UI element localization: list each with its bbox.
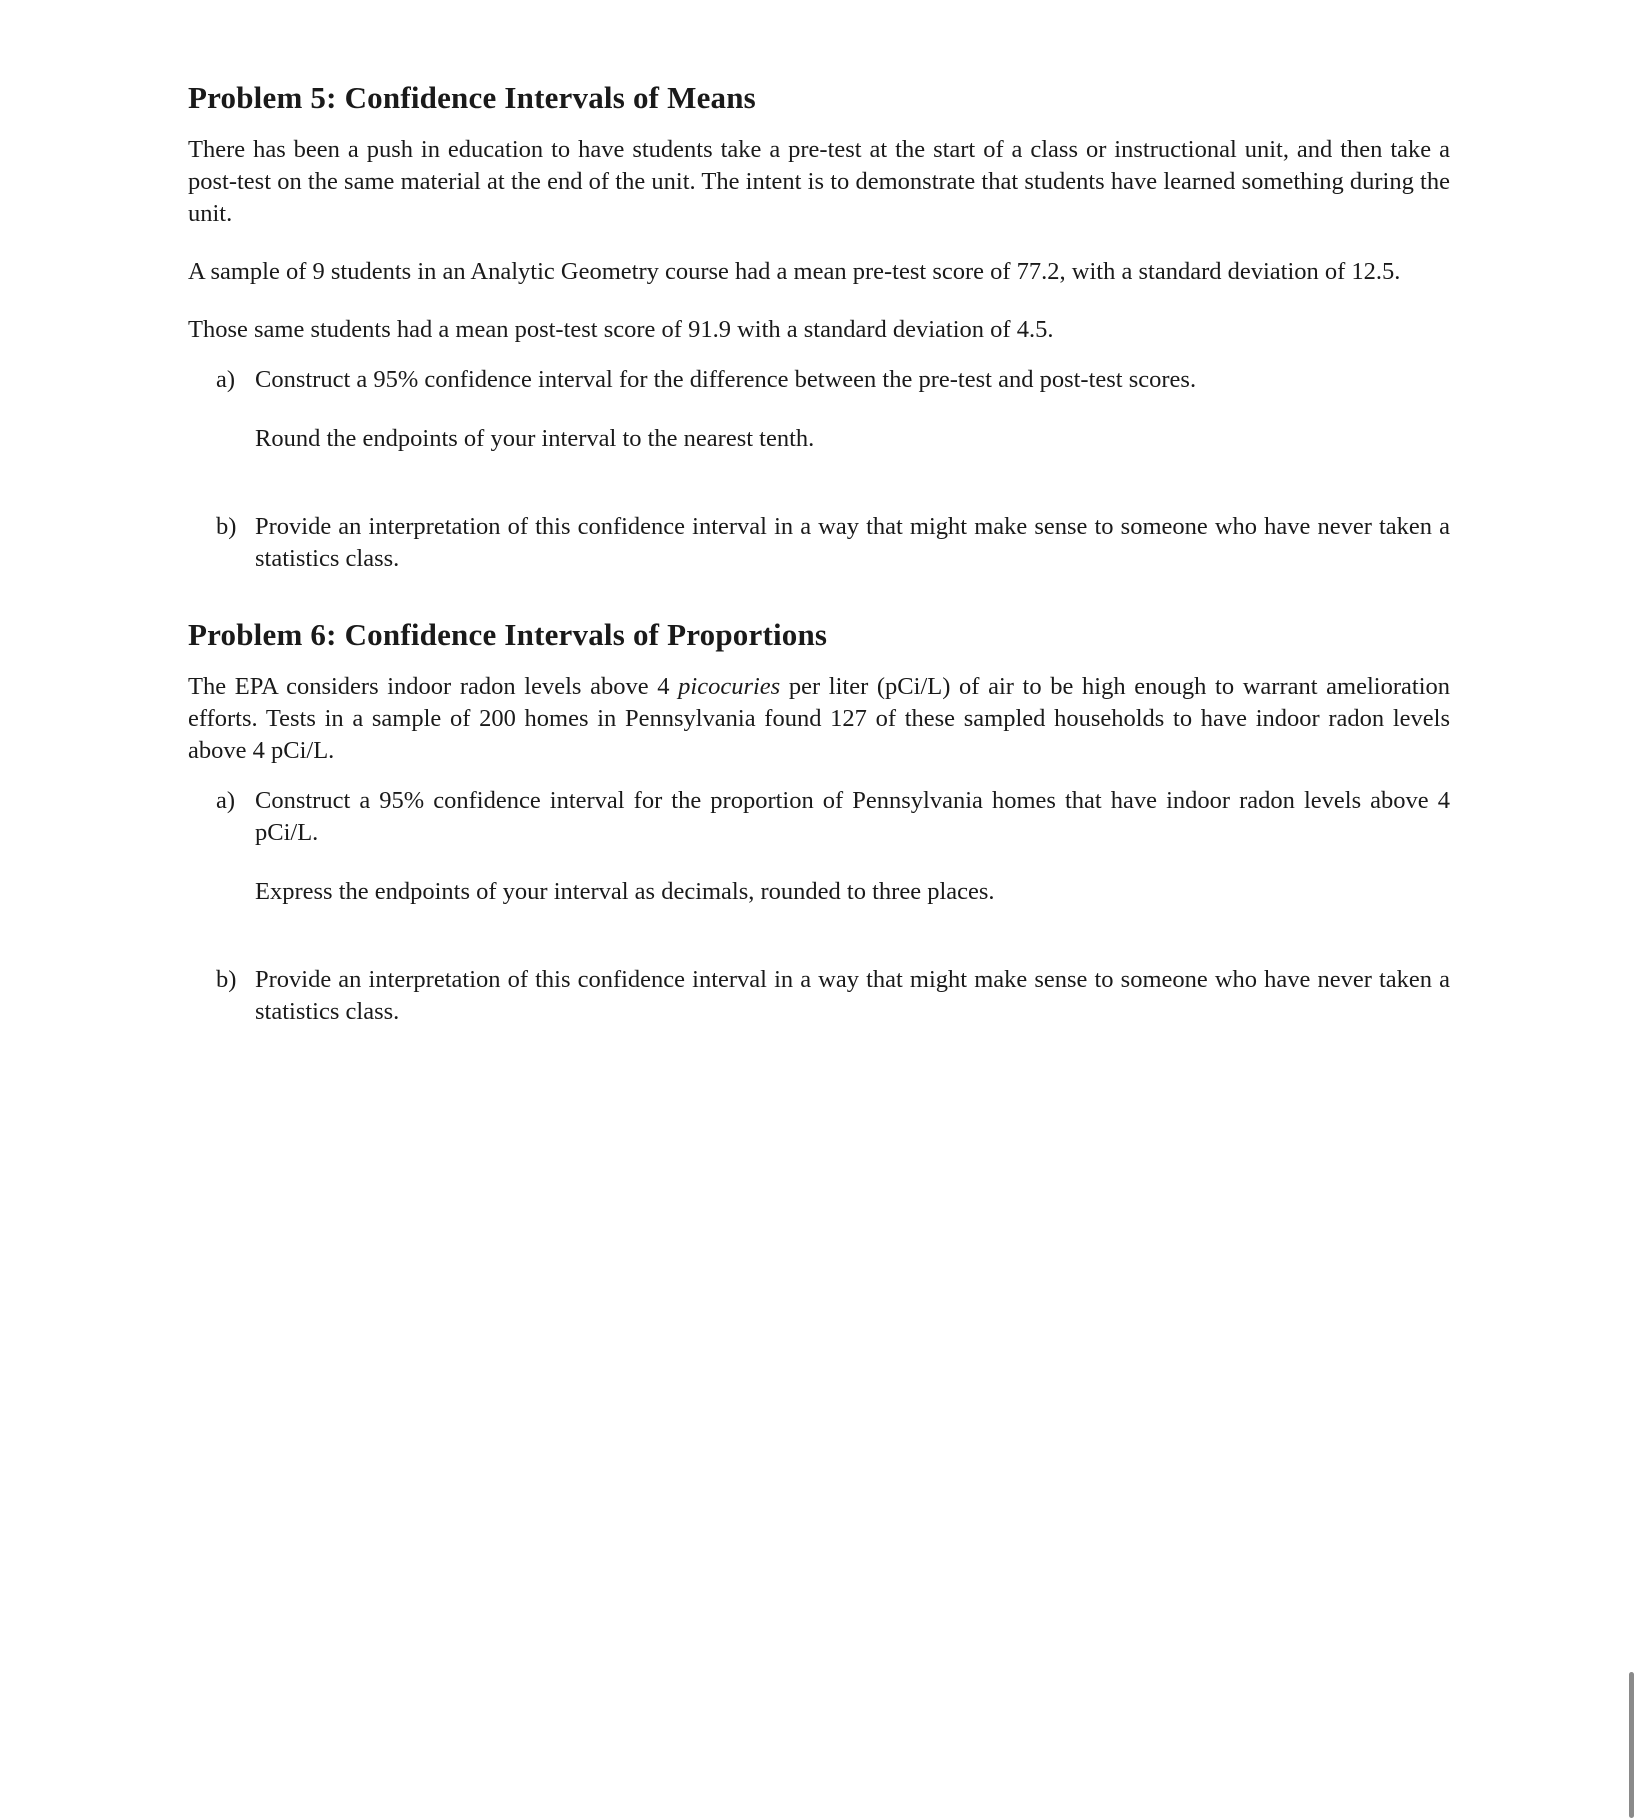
part-a-note: Round the endpoints of your interval to the nearest tenth.	[255, 425, 815, 452]
part-a-label: a)	[216, 366, 236, 393]
problem-6-title: Problem 6: Confidence Intervals of Proportions	[188, 617, 828, 652]
part-a-text: Construct a 95% confidence interval for the proportion of Pennsylvania homes that have indoor radon levels above 4 pCi/L.	[255, 787, 1450, 846]
problem-6-intro-start: The EPA considers indoor radon levels above 4	[188, 673, 679, 700]
problem-6-section	[188, 615, 1450, 1028]
part-a-note: Express the endpoints of your interval as decimals, rounded to three places.	[255, 878, 995, 905]
problem-5-intro: There has been a push in education to have students take a pre-test at the start of a class or instructional unit, and then take a post-test on the same material at the end of the unit. The intent is to demonstrate that students have learned something during the unit.	[188, 136, 1450, 227]
part-b-label: b)	[216, 513, 237, 540]
problem-5-title: Problem 5: Confidence Intervals of Means	[188, 80, 756, 115]
document-page	[188, 78, 1450, 1068]
problem-5-part-a	[188, 364, 1450, 455]
problem-6-part-b	[188, 964, 1450, 1028]
problem-5-part-b	[188, 511, 1450, 575]
problem-5-posttest-data: Those same students had a mean post-test score of 91.9 with a standard deviation of 4.5.	[188, 316, 1054, 343]
part-b-label: b)	[216, 966, 237, 993]
picocuries-term: picocuries	[678, 673, 781, 700]
problem-5-section	[188, 78, 1450, 575]
problem-6-intro-end: per liter (pCi/L) of air to be high enough to warrant amelioration efforts. Tests in a sample of 200 homes in Pennsylvania found 127 of these sampled households to have indoor radon levels above 4 pCi/L.	[188, 673, 1450, 764]
problem-6-part-a	[188, 785, 1450, 908]
problem-6-intro	[188, 671, 1450, 767]
part-b-text: Provide an interpretation of this confidence interval in a way that might make sense to someone who have never taken a statistics class.	[255, 513, 1450, 572]
vertical-scrollbar[interactable]	[1629, 1672, 1634, 1818]
problem-5-pretest-data: A sample of 9 students in an Analytic Geometry course had a mean pre-test score of 77.2, with a standard deviation of 12.5.	[188, 258, 1401, 285]
part-b-text: Provide an interpretation of this confidence interval in a way that might make sense to someone who have never taken a statistics class.	[255, 966, 1450, 1025]
part-a-label: a)	[216, 787, 236, 814]
part-a-text: Construct a 95% confidence interval for the difference between the pre-test and post-test scores.	[255, 366, 1197, 393]
